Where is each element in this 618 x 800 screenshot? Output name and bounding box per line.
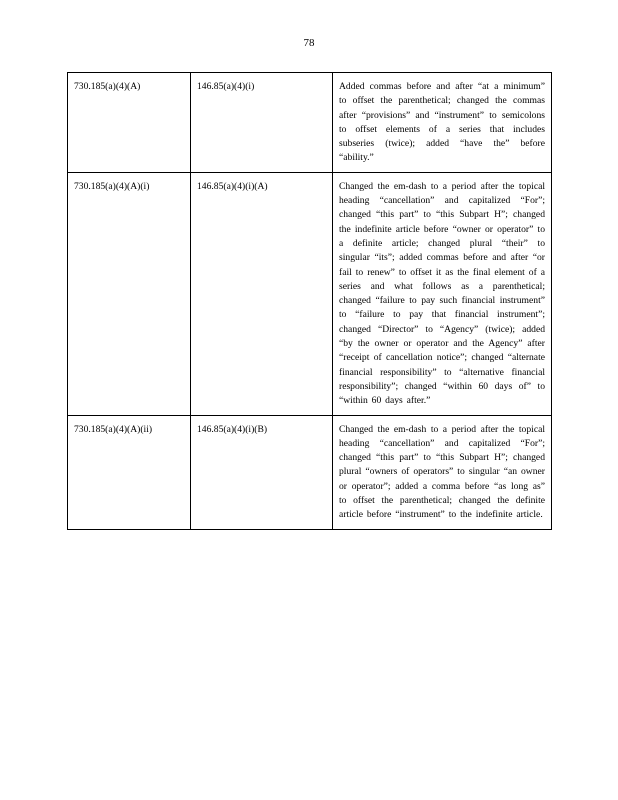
change-description-cell: Changed the em-dash to a period after the topical heading “cancellation” and capitalized “For”; changed “this part” to “this Subpart H”; changed plural “owners of operators” to singular “an owner or operator”; added a comma before “as long as” to offset the parenthetical; changed the definite article before “instrument” to the indefinite article. bbox=[333, 415, 552, 529]
old-section-cell: 730.185(a)(4)(A)(i) bbox=[68, 172, 191, 415]
page-number: 78 bbox=[303, 37, 315, 49]
change-description-cell: Changed the em-dash to a period after the topical heading “cancellation” and capitalized “For”; changed “this part” to “this Subpart H”; changed the indefinite article before “owner or operator” to a definite article; changed plural “their” to singular “its”; added commas before and after “or fail to renew” to offset it as the final element of a series and what follows as a parenthetical; changed “failure to pay such financial instrument” to “failure to pay that financial instrument”; changed “Director” to “Agency” (twice); added “by the owner or operator and the Agency” after “receipt of cancellation notice”; changed “alternate financial responsibility” to “alternative financial responsibility”; changed “within 60 days of” to “within 60 days after.” bbox=[333, 172, 552, 415]
old-section-cell: 730.185(a)(4)(A)(ii) bbox=[68, 415, 191, 529]
section-changes-table bbox=[67, 72, 552, 530]
table-row bbox=[68, 415, 552, 529]
new-section-cell: 146.85(a)(4)(i) bbox=[191, 73, 333, 173]
new-section-cell: 146.85(a)(4)(i)(B) bbox=[191, 415, 333, 529]
new-section-cell: 146.85(a)(4)(i)(A) bbox=[191, 172, 333, 415]
change-description-cell: Added commas before and after “at a minimum” to offset the parenthetical; changed the commas after “provisions” and “instrument” to semicolons to offset elements of a series that includes subseries (twice); added “have the” before “ability.” bbox=[333, 73, 552, 173]
table-row bbox=[68, 73, 552, 173]
table-row bbox=[68, 172, 552, 415]
old-section-cell: 730.185(a)(4)(A) bbox=[68, 73, 191, 173]
